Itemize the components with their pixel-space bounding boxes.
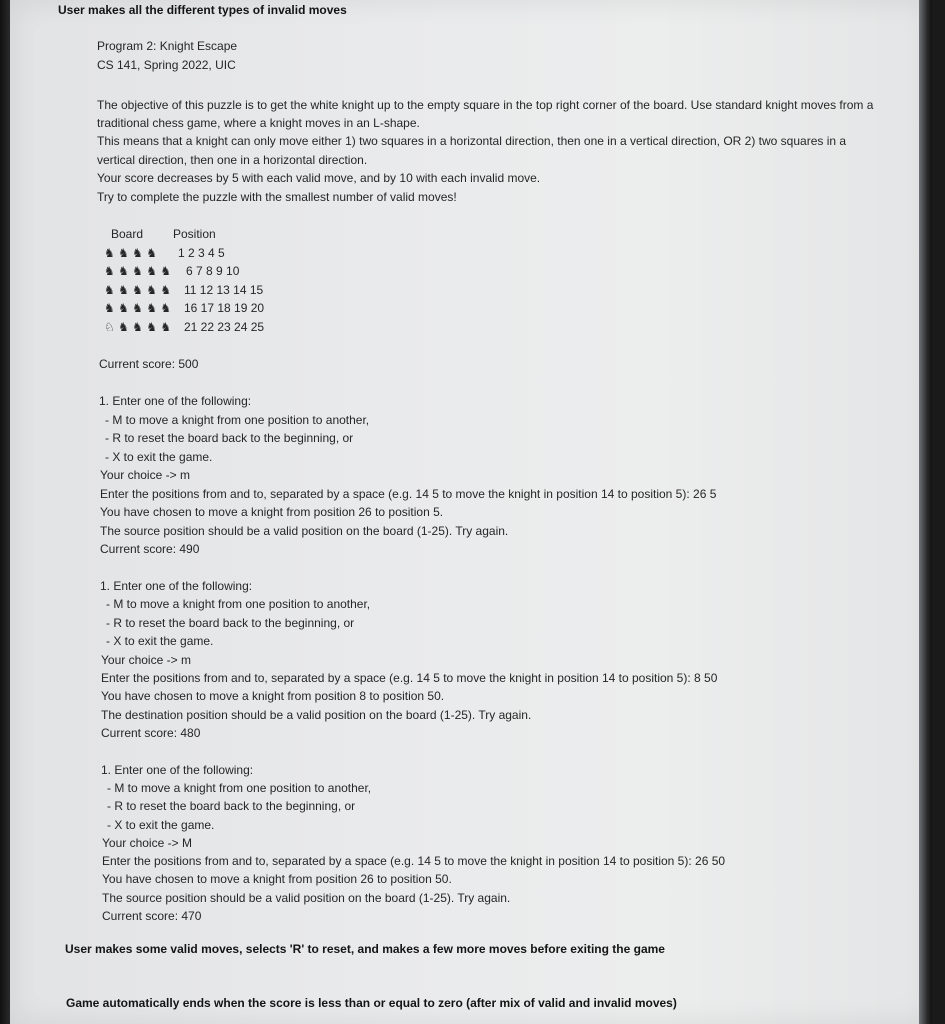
current-score: Current score: 490 <box>100 542 200 556</box>
current-score: Current score: 480 <box>101 726 201 740</box>
menu-option-move: - M to move a knight from one position to another, <box>105 413 370 427</box>
position-label: Position <box>173 227 216 241</box>
intro-line: This means that a knight can only move either 1) two squares in a horizontal direction, then one in a vertical direction, OR 2) two squares in a <box>97 134 847 148</box>
intro-line: vertical direction, then one in a horizontal direction. <box>97 153 368 167</box>
chosen-move: You have chosen to move a knight from position 26 to position 50. <box>102 872 452 886</box>
menu-option-exit: - X to exit the game. <box>105 450 213 464</box>
position-numbers: 21 22 23 24 25 <box>184 320 265 334</box>
position-numbers: 1 2 3 4 5 <box>178 246 225 260</box>
position-numbers: 16 17 18 19 20 <box>184 301 265 315</box>
menu-prompt: 1. Enter one of the following: <box>101 763 254 777</box>
program-course: CS 141, Spring 2022, UIC <box>97 58 236 72</box>
user-choice: Your choice -> M <box>102 836 192 850</box>
board-row <box>104 320 265 334</box>
board-row <box>104 264 240 278</box>
section-heading-invalid-moves: User makes all the different types of invalid moves <box>58 3 347 17</box>
position-numbers: 6 7 8 9 10 <box>186 264 240 278</box>
position-numbers: 11 12 13 14 15 <box>184 283 264 297</box>
board-row <box>104 301 265 315</box>
knight-icons: ♞ ♞ ♞ ♞ ♞ <box>104 264 172 278</box>
chosen-move: You have chosen to move a knight from position 26 to position 5. <box>100 505 444 519</box>
knight-icons: ♞ ♞ ♞ ♞ ♞ <box>104 283 172 297</box>
menu-prompt: 1. Enter one of the following: <box>99 394 252 408</box>
knight-icons: ♘ ♞ ♞ ♞ ♞ <box>104 320 172 334</box>
enter-positions: Enter the positions from and to, separated by a space (e.g. 14 5 to move the knight in position 14 to position 5): 8 50 <box>101 671 718 685</box>
knight-icons: ♞ ♞ ♞ ♞ <box>104 246 158 260</box>
menu-prompt: 1. Enter one of the following: <box>100 579 253 593</box>
error-message: The destination position should be a valid position on the board (1-25). Try again. <box>101 708 532 722</box>
intro-line: Your score decreases by 5 with each valid move, and by 10 with each invalid move. <box>97 171 541 185</box>
board-label: Board <box>111 227 144 241</box>
menu-option-exit: - X to exit the game. <box>107 818 215 832</box>
error-message: The source position should be a valid position on the board (1-25). Try again. <box>102 891 511 905</box>
section-heading-auto-end: Game automatically ends when the score is less than or equal to zero (after mix of valid and invalid moves) <box>66 996 677 1010</box>
menu-option-reset: - R to reset the board back to the beginning, or <box>107 799 356 813</box>
user-choice: Your choice -> m <box>101 653 191 667</box>
menu-option-move: - M to move a knight from one position to another, <box>107 781 372 795</box>
current-score: Current score: 500 <box>99 357 199 371</box>
intro-line: The objective of this puzzle is to get the white knight up to the empty square in the top right corner of the board. Use standard knight moves from a <box>97 98 874 112</box>
error-message: The source position should be a valid position on the board (1-25). Try again. <box>100 524 509 538</box>
intro-line: Try to complete the puzzle with the smallest number of valid moves! <box>97 190 457 204</box>
board-row <box>104 283 264 297</box>
menu-option-reset: - R to reset the board back to the beginning, or <box>105 431 354 445</box>
menu-option-reset: - R to reset the board back to the beginning, or <box>106 616 355 630</box>
knight-icons: ♞ ♞ ♞ ♞ ♞ <box>104 301 172 315</box>
screen-bezel-right <box>919 0 932 1024</box>
screen-bezel-left <box>0 0 10 1024</box>
menu-option-exit: - X to exit the game. <box>106 634 214 648</box>
current-score: Current score: 470 <box>102 909 202 923</box>
intro-line: traditional chess game, where a knight moves in an L-shape. <box>97 116 420 130</box>
document-page <box>10 0 932 1024</box>
enter-positions: Enter the positions from and to, separated by a space (e.g. 14 5 to move the knight in position 14 to position 5): 26 50 <box>102 854 726 868</box>
enter-positions: Enter the positions from and to, separated by a space (e.g. 14 5 to move the knight in position 14 to position 5): 26 5 <box>100 487 717 501</box>
user-choice: Your choice -> m <box>100 468 190 482</box>
section-heading-valid-moves: User makes some valid moves, selects 'R' to reset, and makes a few more moves before exiting the game <box>65 942 665 956</box>
chosen-move: You have chosen to move a knight from position 8 to position 50. <box>101 689 445 703</box>
board-row <box>104 246 225 260</box>
program-title: Program 2: Knight Escape <box>97 39 238 53</box>
menu-option-move: - M to move a knight from one position to another, <box>106 597 371 611</box>
